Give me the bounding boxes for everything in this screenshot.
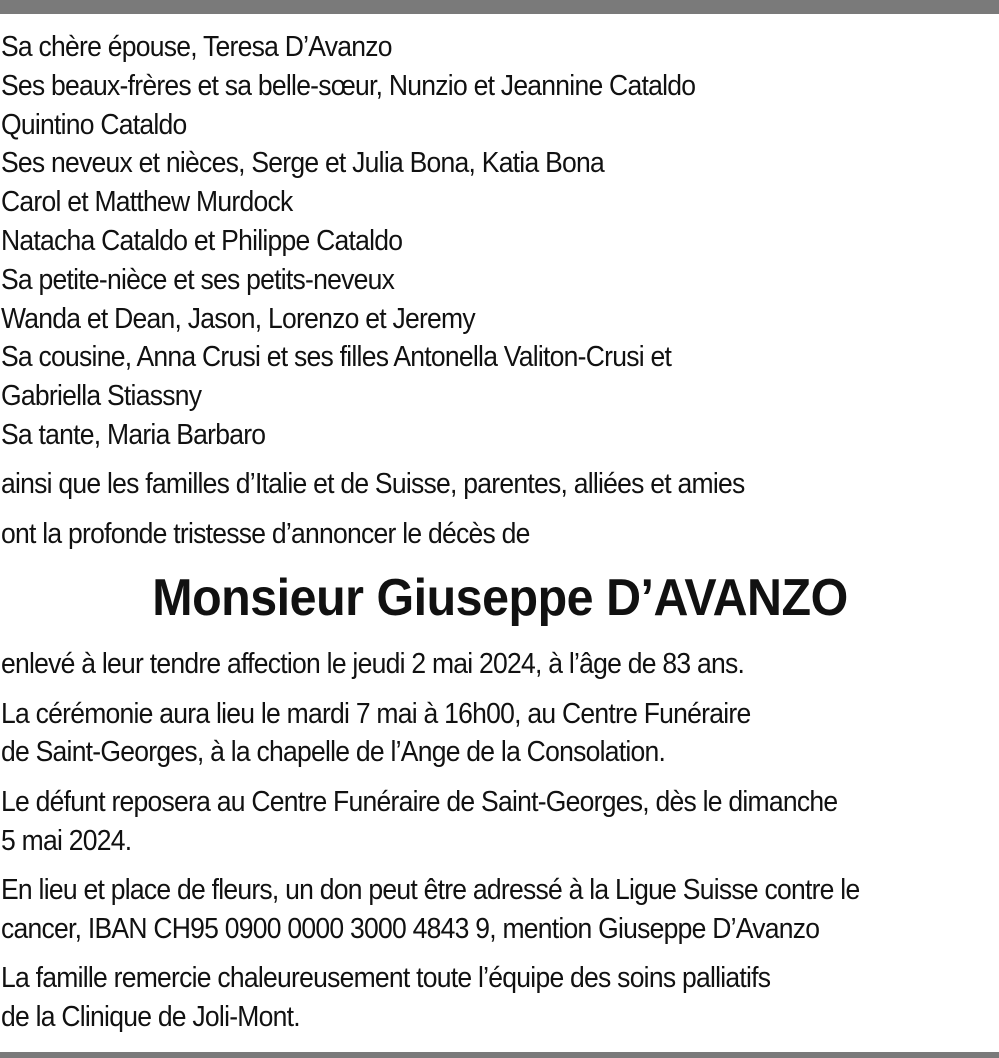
bottom-rule: [0, 1052, 999, 1058]
family-line: Quintino Cataldo: [1, 108, 187, 141]
families-line: ainsi que les familles d’Italie et de Suisse, parentes, alliées et amies: [1, 468, 745, 501]
family-line: Sa chère épouse, Teresa D’Avanzo: [1, 31, 392, 63]
death-line: enlevé à leur tendre affection le jeudi 2 mai 2024, à l’âge de 83 ans.: [1, 648, 745, 681]
family-line: Sa tante, Maria Barbaro: [1, 418, 266, 451]
family-block: [1, 28, 999, 455]
family-line: Sa petite-nièce et ses petits-neveux: [1, 263, 395, 296]
repose-paragraph: [1, 783, 999, 861]
announce-line: ont la profonde tristesse d’annoncer le décès de: [1, 517, 530, 550]
thanks-line: La famille remercie chaleureusement toute l’équipe des soins palliatifs: [1, 961, 771, 994]
donation-paragraph: [1, 871, 999, 949]
donation-line: cancer, IBAN CH95 0900 0000 3000 4843 9, mention Giuseppe D’Avanzo: [1, 912, 820, 945]
thanks-line: de la Clinique de Joli-Mont.: [1, 1000, 300, 1033]
family-line: Sa cousine, Anna Crusi et ses filles Antonella Valiton-Crusi et: [1, 341, 672, 374]
family-line: Carol et Matthew Murdock: [1, 186, 293, 219]
deceased-name: Monsieur Giuseppe D’AVANZO: [152, 569, 848, 628]
donation-line: En lieu et place de fleurs, un don peut être adressé à la Ligue Suisse contre le: [1, 873, 860, 906]
thanks-paragraph: [1, 959, 999, 1037]
family-line: Natacha Cataldo et Philippe Cataldo: [1, 224, 403, 257]
family-line: Wanda et Dean, Jason, Lorenzo et Jeremy: [1, 302, 475, 335]
obituary-notice: [1, 28, 999, 1037]
ceremony-line: de Saint-Georges, à la chapelle de l’Ange de la Consolation.: [1, 736, 666, 769]
top-rule: [0, 0, 999, 14]
repose-line: 5 mai 2024.: [1, 824, 132, 857]
family-line: Ses beaux-frères et sa belle-sœur, Nunzio et Jeannine Cataldo: [1, 69, 696, 102]
family-line: Ses neveux et nièces, Serge et Julia Bona, Katia Bona: [1, 147, 605, 180]
ceremony-line: La cérémonie aura lieu le mardi 7 mai à 16h00, au Centre Funéraire: [1, 697, 751, 730]
ceremony-paragraph: [1, 695, 999, 773]
repose-line: Le défunt reposera au Centre Funéraire de Saint-Georges, dès le dimanche: [1, 785, 838, 818]
family-line: Gabriella Stiassny: [1, 380, 202, 413]
